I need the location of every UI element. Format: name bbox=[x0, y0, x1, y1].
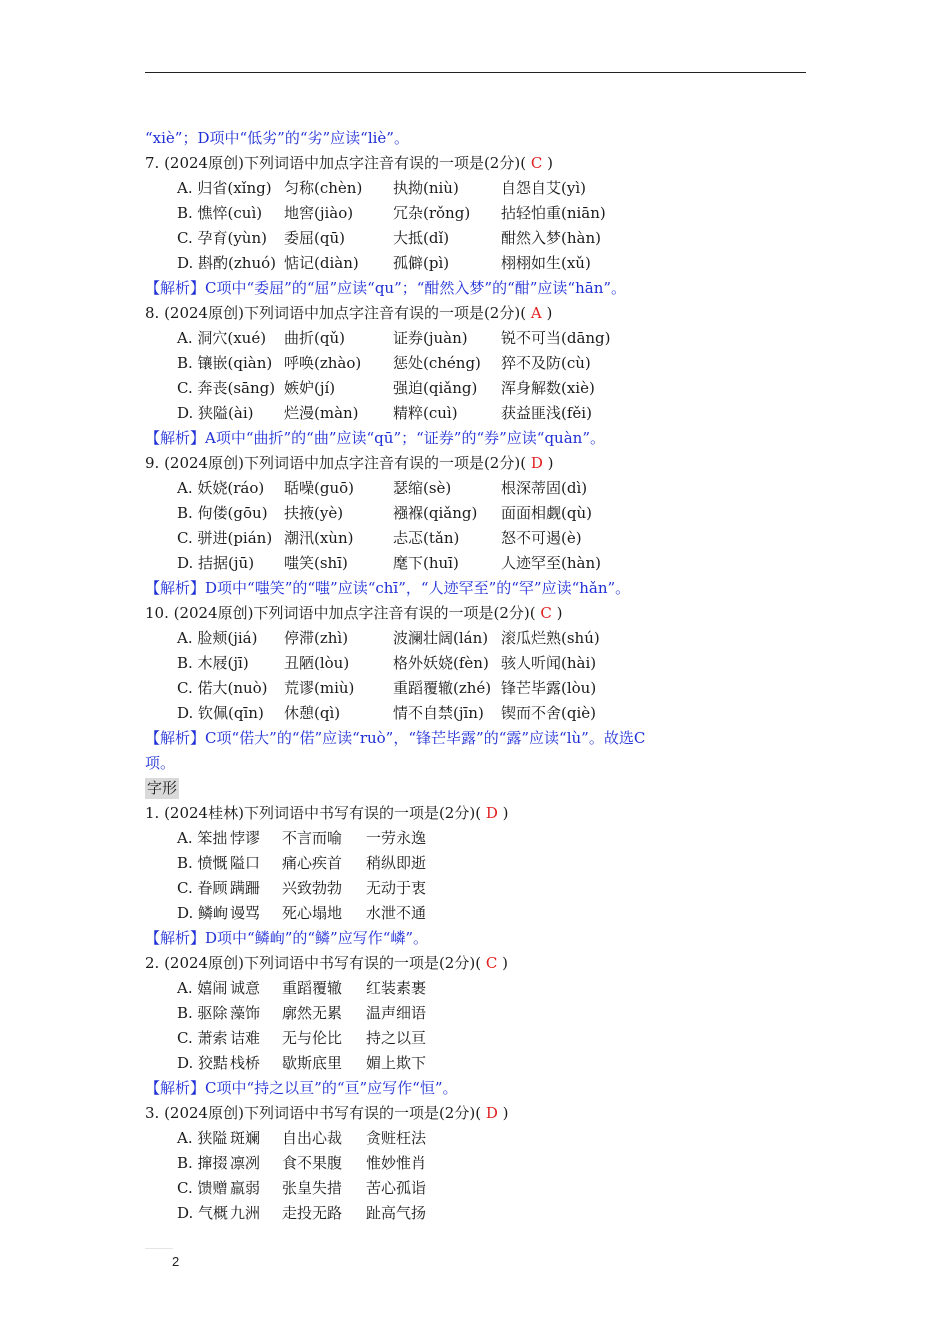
option-row: C. 眷顾 蹒跚 兴致勃勃 无动于衷 bbox=[177, 879, 427, 897]
analysis-continued: 项。 bbox=[145, 754, 176, 772]
question-stem: 7. (2024原创)下列词语中加点字注音有误的一项是(2分)( C ) bbox=[145, 154, 553, 172]
option-row: B. 佝偻(gōu) 扶掖(yè) 襁褓(qiǎng) 面面相觑(qù) bbox=[177, 504, 592, 522]
continued-analysis: “xiè”；D项中“低劣”的“劣”应读“liè”。 bbox=[145, 129, 409, 147]
analysis: 【解析】D项中“鳞峋”的“鳞”应写作“嶙”。 bbox=[145, 929, 429, 947]
question-stem: 9. (2024原创)下列词语中加点字注音有误的一项是(2分)( D ) bbox=[145, 454, 554, 472]
option-row: A. 嬉闹 诚意 重蹈覆辙 红装素裹 bbox=[177, 979, 427, 997]
question-stem: 3. (2024原创)下列词语中书写有误的一项是(2分)( D ) bbox=[145, 1104, 509, 1122]
option-row: C. 骈进(pián) 潮汛(xùn) 忐忑(tǎn) 怒不可遏(è) bbox=[177, 529, 582, 547]
question-stem: 10. (2024原创)下列词语中加点字注音有误的一项是(2分)( C ) bbox=[145, 604, 563, 622]
option-row: A. 洞穴(xué) 曲折(qǔ) 证券(juàn) 锐不可当(dāng) bbox=[177, 329, 611, 347]
option-row: A. 脸颊(jiá) 停滞(zhì) 波澜壮阔(lán) 滚瓜烂熟(shú) bbox=[177, 629, 600, 647]
answer-letter: C bbox=[540, 604, 552, 622]
option-row: B. 驱除 藻饰 廓然无累 温声细语 bbox=[177, 1004, 427, 1022]
option-row: C. 馈赠 羸弱 张皇失措 苦心孤诣 bbox=[177, 1179, 427, 1197]
document-body bbox=[145, 126, 810, 1226]
question-stem: 8. (2024原创)下列词语中加点字注音有误的一项是(2分)( A ) bbox=[145, 304, 553, 322]
option-row: D. 钦佩(qīn) 休憩(qì) 情不自禁(jīn) 锲而不舍(qiè) bbox=[177, 704, 596, 722]
option-row: C. 孕育(yùn) 委屈(qū) 大抵(dǐ) 酣然入梦(hàn) bbox=[177, 229, 601, 247]
answer-letter: C bbox=[485, 954, 498, 972]
option-row: C. 偌大(nuò) 荒谬(miù) 重蹈覆辙(zhé) 锋芒毕露(lòu) bbox=[177, 679, 597, 697]
question-stem: 2. (2024原创)下列词语中书写有误的一项是(2分)( C ) bbox=[145, 954, 508, 972]
option-row: D. 狭隘(ài) 烂漫(màn) 精粹(cuì) 获益匪浅(fěi) bbox=[177, 404, 592, 422]
option-row: B. 憔悴(cuì) 地窖(jiào) 冗杂(rǒng) 拈轻怕重(niān) bbox=[177, 204, 606, 222]
answer-letter: A bbox=[530, 304, 542, 322]
option-row: D. 鳞峋 谩骂 死心塌地 水泄不通 bbox=[177, 904, 427, 922]
analysis: 【解析】C项中“持之以亘”的“亘”应写作“恒”。 bbox=[145, 1079, 458, 1097]
option-row: A. 狭隘 斑斓 自出心裁 贪赃枉法 bbox=[177, 1129, 427, 1147]
option-row: D. 拮据(jū) 嗤笑(shī) 麾下(huī) 人迹罕至(hàn) bbox=[177, 554, 601, 572]
option-row: B. 愤慨 隘口 痛心疾首 稍纵即逝 bbox=[177, 854, 427, 872]
answer-letter: D bbox=[530, 454, 543, 472]
answer-letter: D bbox=[485, 1104, 498, 1122]
option-row: A. 妖娆(ráo) 聒噪(guō) 瑟缩(sè) 根深蒂固(dì) bbox=[177, 479, 588, 497]
option-row: A. 归省(xǐng) 匀称(chèn) 执拗(niù) 自怨自艾(yì) bbox=[177, 179, 586, 197]
question-stem: 1. (2024桂林)下列词语中书写有误的一项是(2分)( D ) bbox=[145, 804, 509, 822]
page-number: 2 bbox=[172, 1254, 180, 1269]
analysis: 【解析】C项“偌大”的“偌”应读“ruò”，“锋芒毕露”的“露”应读“lù”。故选C bbox=[145, 729, 646, 747]
analysis: 【解析】A项中“曲折”的“曲”应读“qū”；“证券”的“券”应读“quàn”。 bbox=[145, 429, 605, 447]
option-row: D. 气概 九洲 走投无路 趾高气扬 bbox=[177, 1204, 427, 1222]
option-row: A. 笨拙 悖谬 不言而喻 一劳永逸 bbox=[177, 829, 427, 847]
option-row: C. 奔丧(sāng) 嫉妒(jí) 强迫(qiǎng) 浑身解数(xiè) bbox=[177, 379, 595, 397]
footer-mark bbox=[145, 1248, 173, 1249]
option-row: D. 斟酌(zhuó) 惦记(diàn) 孤僻(pì) 栩栩如生(xǔ) bbox=[177, 254, 591, 272]
analysis: 【解析】D项中“嗤笑”的“嗤”应读“chī”，“人迹罕至”的“罕”应读“hǎn”。 bbox=[145, 579, 631, 597]
header-rule bbox=[145, 72, 806, 73]
section-heading: 字形 bbox=[147, 779, 178, 797]
analysis: 【解析】C项中“委屈”的“屈”应读“qu”；“酣然入梦”的“酣”应读“hān”。 bbox=[145, 279, 627, 297]
option-row: B. 镶嵌(qiàn) 呼唤(zhào) 惩处(chéng) 猝不及防(cù) bbox=[177, 354, 591, 372]
option-row: D. 狡黠 栈桥 歇斯底里 媚上欺下 bbox=[177, 1054, 427, 1072]
answer-letter: D bbox=[485, 804, 498, 822]
option-row: B. 撺掇 凛冽 食不果腹 惟妙惟肖 bbox=[177, 1154, 427, 1172]
answer-letter: C bbox=[530, 154, 543, 172]
section-heading-row bbox=[145, 776, 810, 801]
option-row: B. 木屐(jī) 丑陋(lòu) 格外妖娆(fèn) 骇人听闻(hài) bbox=[177, 654, 597, 672]
option-row: C. 萧索 诘难 无与伦比 持之以亘 bbox=[177, 1029, 427, 1047]
